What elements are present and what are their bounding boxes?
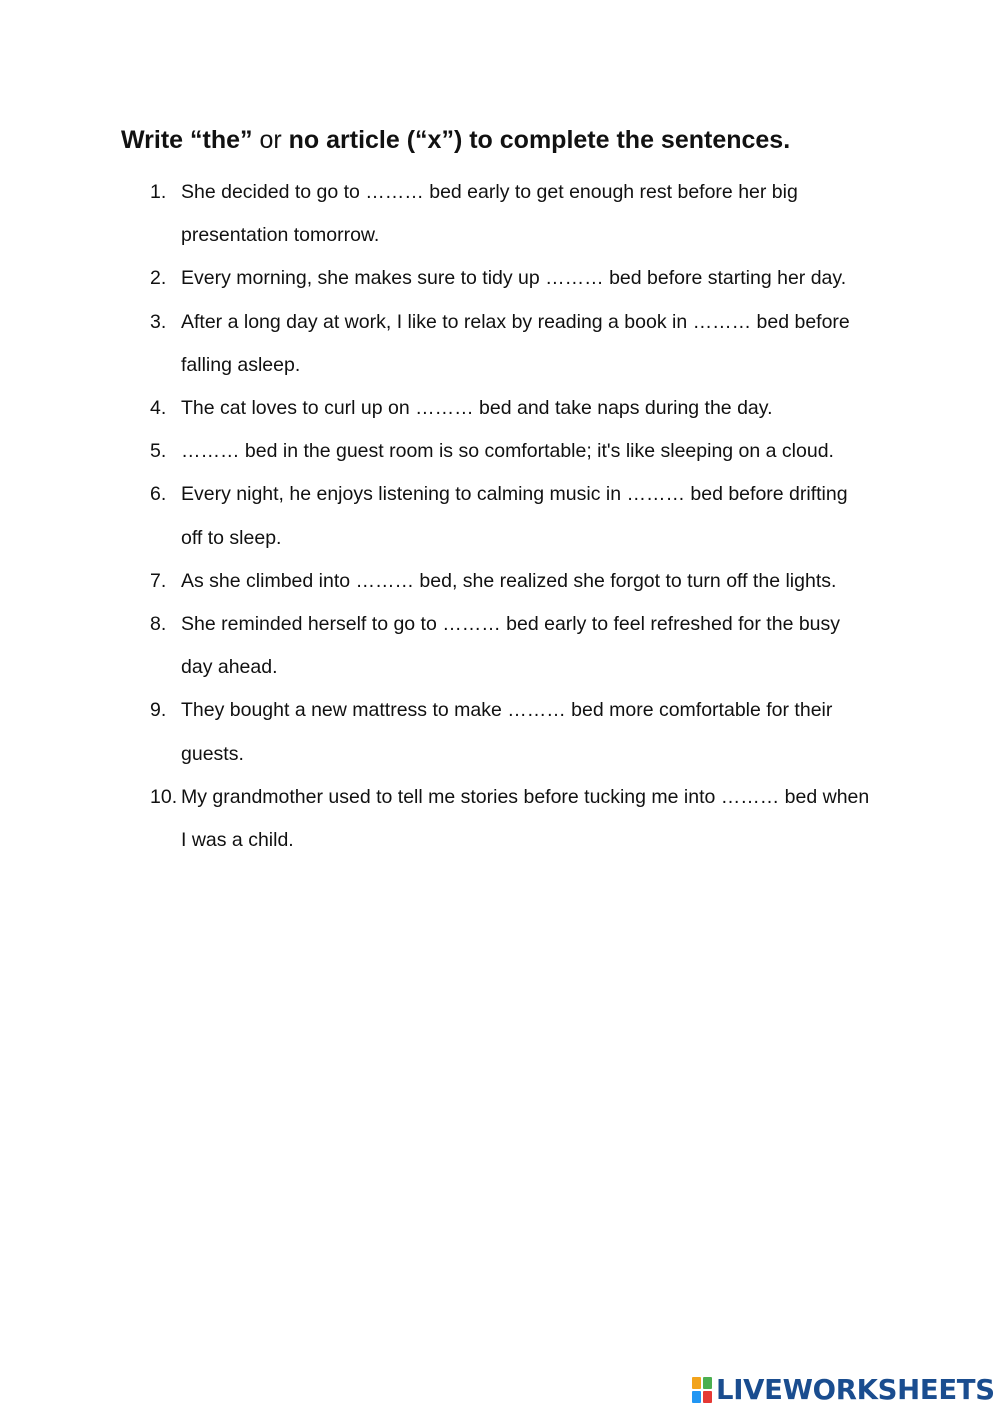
liveworksheets-logo-icon (692, 1377, 712, 1403)
question-item (150, 689, 870, 775)
question-item (150, 560, 870, 603)
question-list (150, 171, 870, 862)
question-text: ……… bed in the guest room is so comfortable; it's like sleeping on a cloud. (181, 440, 834, 463)
question-number: 4. (150, 397, 167, 420)
question-number: 3. (150, 310, 167, 333)
question-item (150, 603, 870, 689)
question-number: 10. (150, 785, 178, 808)
question-text: She decided to go to ……… bed early to get enough rest before her big presentation tomorrow. (181, 181, 798, 247)
question-item (150, 257, 870, 300)
question-text: They bought a new mattress to make ……… bed more comfortable for their guests. (181, 699, 833, 765)
question-text: My grandmother used to tell me stories before tucking me into ……… bed when I was a child. (181, 785, 870, 852)
question-text: As she climbed into ……… bed, she realized she forgot to turn off the lights. (181, 569, 837, 592)
question-item (150, 387, 870, 430)
question-item (150, 473, 870, 559)
question-number: 2. (150, 267, 167, 290)
question-number: 1. (150, 181, 167, 203)
title-part-bold-1: Write “the” (121, 126, 253, 154)
question-item (150, 776, 870, 862)
liveworksheets-logo-text: LIVEWORKSHEETS (716, 1374, 995, 1406)
question-text: Every night, he enjoys listening to calming music in ……… bed before drifting off to sleep. (181, 483, 848, 549)
question-number: 8. (150, 613, 167, 636)
question-text: Every morning, she makes sure to tidy up ……… bed before starting her day. (181, 267, 847, 290)
question-item (150, 430, 870, 473)
question-number: 5. (150, 440, 167, 463)
question-item (150, 171, 870, 257)
question-number: 9. (150, 699, 167, 722)
question-item (150, 301, 870, 387)
liveworksheets-logo (692, 1374, 995, 1406)
title-part-normal: or (259, 126, 282, 154)
question-text: After a long day at work, I like to relax by reading a book in ……… bed before falling asleep. (181, 310, 850, 376)
question-text: The cat loves to curl up on ……… bed and take naps during the day. (181, 397, 773, 420)
question-number: 7. (150, 569, 167, 592)
worksheet-title (121, 122, 790, 158)
title-part-bold-2: no article (“x”) to complete the sentences. (288, 126, 791, 154)
question-text: She reminded herself to go to ……… bed early to feel refreshed for the busy day ahead. (181, 613, 841, 679)
question-number: 6. (150, 483, 167, 506)
